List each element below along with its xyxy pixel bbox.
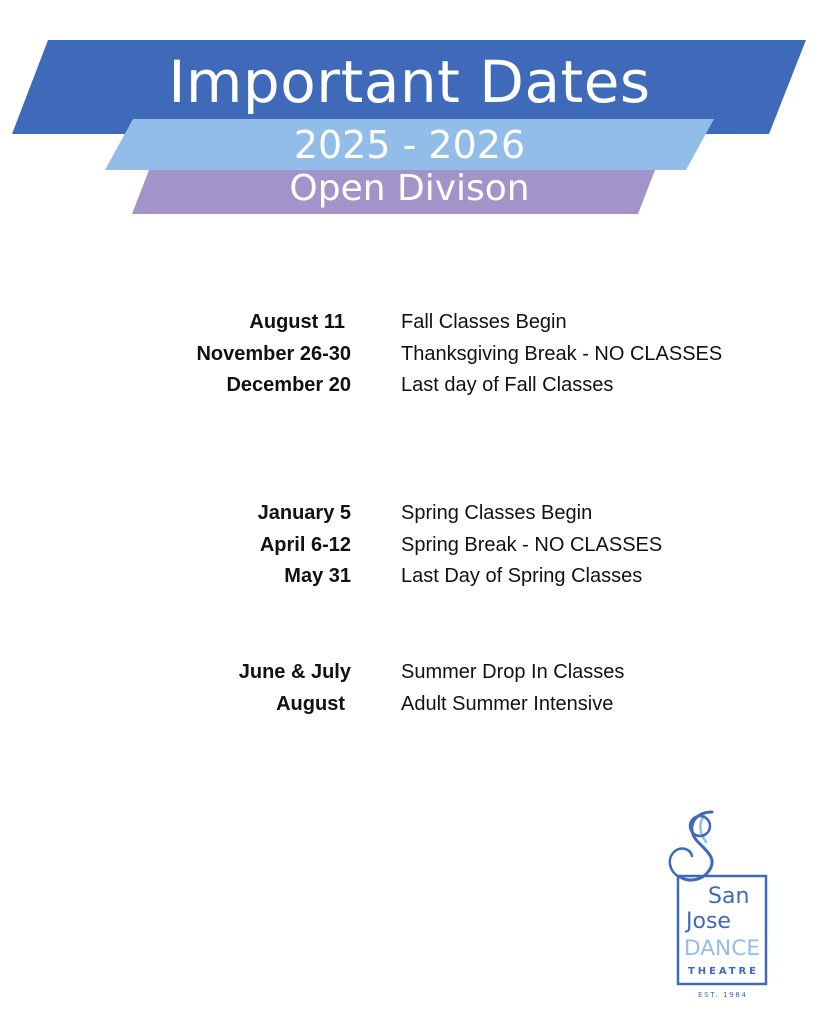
date-label: May 31 bbox=[284, 565, 351, 588]
event-label: Thanksgiving Break - NO CLASSES bbox=[401, 342, 723, 365]
date-row bbox=[0, 370, 819, 402]
date-row bbox=[0, 339, 819, 371]
date-label: August bbox=[276, 692, 345, 715]
event-label: Adult Summer Intensive bbox=[401, 692, 614, 715]
summer-dates bbox=[0, 657, 819, 720]
date-row bbox=[0, 689, 819, 721]
date-label: January 5 bbox=[257, 502, 351, 524]
event-label: Summer Drop In Classes bbox=[401, 661, 625, 683]
fall-dates bbox=[0, 307, 819, 402]
logo-text-dance: DANCE bbox=[684, 936, 760, 960]
logo-graphic bbox=[660, 808, 772, 1000]
date-label: June & July bbox=[238, 661, 351, 683]
event-label: Spring Break - NO CLASSES bbox=[401, 533, 663, 556]
logo-text-established: EST. 1984 bbox=[698, 991, 746, 999]
date-label: November 26-30 bbox=[196, 342, 351, 365]
school-year: 2025 - 2026 bbox=[293, 123, 526, 167]
page-title: Important Dates bbox=[168, 48, 651, 116]
date-row bbox=[0, 498, 819, 530]
san-jose-dance-theatre-logo bbox=[660, 808, 772, 1000]
logo-text-theatre: THEATRE bbox=[688, 966, 756, 977]
date-label: April 6-12 bbox=[259, 533, 351, 556]
date-row bbox=[0, 657, 819, 689]
event-label: Fall Classes Begin bbox=[401, 311, 567, 333]
date-row bbox=[0, 307, 819, 339]
logo-text-san: San bbox=[708, 884, 750, 909]
date-row bbox=[0, 530, 819, 562]
date-row bbox=[0, 561, 819, 593]
date-label: August 11 bbox=[249, 311, 345, 333]
event-label: Spring Classes Begin bbox=[401, 502, 593, 524]
division-label: Open Divison bbox=[289, 168, 530, 209]
event-label: Last Day of Spring Classes bbox=[401, 565, 643, 588]
header-banner bbox=[0, 0, 819, 230]
logo-text-jose: Jose bbox=[686, 909, 731, 934]
event-label: Last day of Fall Classes bbox=[401, 374, 614, 397]
date-label: December 20 bbox=[226, 374, 351, 397]
spring-dates bbox=[0, 498, 819, 593]
